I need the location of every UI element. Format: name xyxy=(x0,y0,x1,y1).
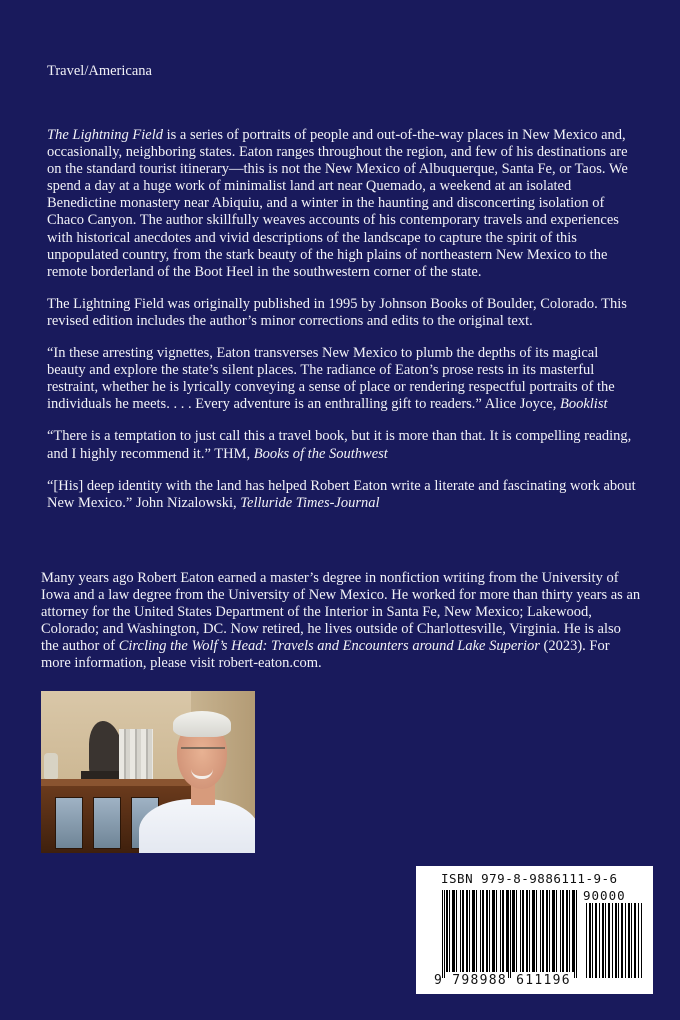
isbn-label: ISBN 979-8-9886111-9-6 xyxy=(441,871,618,886)
publication-note: The Lightning Field was originally published in 1995 by Johnson Books of Boulder, Colorado. This revised edition includes the author’s minor corrections and edits to the original text. xyxy=(47,295,627,329)
review-text: “[His] deep identity with the land has helped Robert Eaton write a literate and fascinating work about New Mexico.” John Nizalowski, xyxy=(47,477,636,511)
bio-paragraph xyxy=(41,570,641,673)
photo-books xyxy=(119,729,153,781)
review-source: Books of the Southwest xyxy=(253,445,388,462)
author-photo xyxy=(41,691,255,853)
description-text: is a series of portraits of people and out-of-the-way places in New Mexico and, occasionally, neighboring states. Eaton ranges throughout the region, and few of his destinations are on the standard tourist itinerary—this is not the New Mexico of Albuquerque, Santa Fe, or Taos. We spend a day at a huge work of minimalist land art near Quemado, a weekend at an isolated Benedictine monastery near Abiquiu, and a winter in the haunting and disconcerting isolation of Chaco Canyon. The author skillfully weaves accounts of his contemporary travels and experiences with historical anecdotes and vivid descriptions of the landscape to capture the spirit of this unpopulated country, from the stark beauty of the high plains of northeastern New Mexico to the remote borderland of the Boot Heel in the southwestern corner of the state. xyxy=(47,127,628,280)
author-bio xyxy=(41,570,641,673)
review-quote-telluride xyxy=(47,478,639,512)
review-source: Telluride Times-Journal xyxy=(240,494,380,511)
bio-text-end: (2023). For more information, please visit robert-eaton.com. xyxy=(41,638,610,672)
barcode-guard-right xyxy=(574,890,578,978)
photo-jar xyxy=(44,753,58,779)
price-code: 90000 xyxy=(583,888,626,903)
review-text: “There is a temptation to just call this a travel book, but it is more than that. It is compelling reading, and I highly recommend it.” THM, xyxy=(47,428,632,462)
review-quote-booklist xyxy=(47,345,639,413)
photo-eyeglasses xyxy=(181,747,225,758)
description-paragraph xyxy=(47,127,639,281)
photo-hair xyxy=(173,711,231,737)
book-title: The Lightning Field xyxy=(47,127,163,143)
bio-text: Many years ago Robert Eaton earned a master’s degree in nonfiction writing from the University of Iowa and a law degree from the University of New Mexico. He worked for more than thirty years as an attorney for the United States Department of the Interior in Santa Fe, New Mexico; Lakewood, Colorado; and Washington, DC. Now retired, he lives outside of Charlottesville, Virginia. He is also the author of xyxy=(41,570,641,655)
isbn-digits: 9 798988 611196 xyxy=(434,973,571,988)
genre-label: Travel/Americana xyxy=(47,63,152,79)
book-description xyxy=(47,127,639,527)
photo-cabinet-glass xyxy=(55,797,83,849)
barcode-addon-bars xyxy=(586,903,642,978)
other-book-title: Circling the Wolf’s Head: Travels and Encounters around Lake Superior xyxy=(118,638,540,655)
isbn-barcode xyxy=(416,866,653,994)
review-quote-southwest xyxy=(47,428,639,462)
photo-cabinet-glass xyxy=(93,797,121,849)
barcode-guard-center xyxy=(508,890,512,978)
photo-shirt xyxy=(139,799,255,853)
review-text: “In these arresting vignettes, Eaton transverses New Mexico to plumb the depths of its magical beauty and explore the state’s silent places. The radiance of Eaton’s prose rests in its masterful restraint, whether he is lyrically conveying a sense of place or rendering respectful portraits of the individuals he meets. . . . Every adventure is an enthralling gift to readers.” Alice Joyce, xyxy=(47,345,615,413)
review-source: Booklist xyxy=(559,396,608,413)
